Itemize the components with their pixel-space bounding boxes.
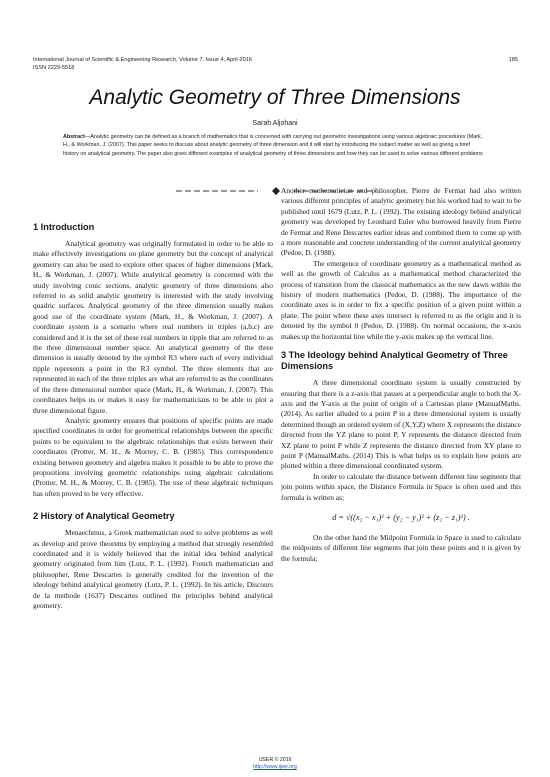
paragraph: Analytic geometry ensures that positions of specific points are made specified coordinates in order for geometrical relationships between the specific points to be equivalent to the algebraic relationships that exists between their coordinates (Protter, M. H., & Morrey, C. B. (1985). This correspondence existing between geometry and algebra makes it possible to be able to prove the propositions involving geometric relationships using algebraic calculations (Protter, M. H., & Morrey, C. B. (1985). The use of these algebraic techniques has often proved to be very effective. (33, 415, 273, 498)
section-heading-ideology: 3 The Ideology behind Analytical Geometry of Three Dimensions (281, 350, 508, 372)
abstract (63, 133, 487, 158)
diamond-icon (272, 187, 280, 195)
issn: ISSN 2229-5518 (33, 65, 75, 71)
paragraph: Analytical geometry was originally formulated in order to be able to make effectively investigations on plane geometry but the concept of analytical geometry can also be used to explore other spaces of higher dimensions (Mark, H., & Workman, J. (2007). While analytical geometry is concerned with the study involving conic sections, analytic geometry of three dimensions also referred to as solid analytic geometry is interested with the study involving quadric surfaces. Analytical geometry of the three dimension usually makes good use of the coordinate system (Mark, H., & Workman, J. (2007). A coordinate system is a scenario where real numbers in triples (a,b,c) are considered and it is the set of these real numbers in tipple that are referred to as the three dimensional number space. An analytical geometry of the three dimension is usually denoted by the symbol R3 where each of every individual tipple represents a point in the R3 symbol. The three elements that are represented in each of the three triples are what are referred to as the coordinates of the three dimensional number space (Mark, H., & Workman, J. (2007). This coordinates helps us or makes it easy for mathematicians to be able to plot a three dimensional figure. (33, 239, 273, 415)
paragraph: On the other hand the Midpoint Formula in Space is used to calculate the midpoints of different line segments that join these points and it is given by the formula; (281, 532, 521, 563)
distance-formula: d = √((x₂ − x₁)² + (y₂ − y₁)² + (z₂ − z₁)²) . (332, 512, 470, 522)
paragraph: Menaechmus, a Greek mathematician used to solve problems as well as develop and prove theorems by employing a method that strongly resembled coordinated and it is widely believed that the initial idea behind analytical geometry originated from him (Lutz, P. L. (1992). French mathematician and philosopher, Rene Descartes is generally credited for the invention of the ideology behind analytical geometry (Lutz, P. L. (1992). In his article, Discours de la methode (1637) Descartes outlined the principles behind analytical geometry. (33, 528, 273, 610)
abstract-label: Abstract (63, 134, 85, 140)
journal-header (33, 56, 518, 72)
paragraph: The emergence of coordinate geometry as a mathematical method as well as the growth of Calculus as a mathematical method characterized the process of transition from the classical mathematics as the new dawn within the history of modern mathematics (Pedoe, D. (1988). The importance of the coordinate axes is in order to fix a specific position of a given point within a plane. The point where these axes intersect is referred to as the origin and it is denoted by the symbol 0 (Pedoe, D. (1988). On normal occasions, the x-axis makes up the horizontal line while the y-axis makes up the vertical line. (281, 258, 521, 341)
section-heading-introduction: 1 Introduction (33, 222, 95, 232)
author-name: Sarah Aljohani (252, 120, 298, 127)
left-column (33, 214, 273, 611)
abstract-text: —Analytic geometry can be defined as a branch of mathematics that is concerned with carrying out geometric investigations using various algebraic procedures (Mark, H., & Workman, J. (2007). This paper seeks to discuss about analytic geometry of three dimension and it will start by introducing the subject matter as well as giving a brief history on analytical geometry. The paper also gives different examples of analytical geometry of three dimensions and how they can be used to solve various different problems (63, 134, 483, 157)
section-heading-history: 2 History of Analytical Geometry (33, 511, 175, 522)
right-column (281, 186, 521, 564)
paper-title: Analytic Geometry of Three Dimensions (89, 86, 461, 109)
page-footer (0, 757, 550, 771)
paragraph: In order to calculate the distance between different line segments that join points within space, the Distance Formula in Space is often used and this formula is written as; (281, 471, 521, 502)
journal-name: International Journal of Scientific & Engineering Research, Volume 7, Issue 4, April-2016 (33, 57, 252, 63)
paragraph: A three dimensional coordinate system is usually constructed by ensuring that there is a z-axis that passes at a perpendicular angle to both the X-axis and the Y-axis at the point of origin of a Cartesian plane (ManualMaths. (2014). As earlier alluded to a point P in a three dimensional system is usually determined though an ordered system of (X,Y,Z) where X represents the distance directed from the YZ plane to point P, Y represents the distance directed from XZ plane to point P while Z represents the distance directed from XY plane to point P (ManualMaths. (2014) This is what helps us to explain how points are plotted within a three dimensional coordinated system. (281, 378, 521, 471)
journal-link[interactable]: http://www.ijser.org (253, 764, 297, 770)
paragraph: Another mathematician and philosopher, Pierre de Fermat had also written various different principles of analytic geometry but his worked had to wait to be published until 1679 (Lutz, P. L. (1992). The existing ideology behind analytical geometry was developed by Leonhard Euler who borrowed heavily from Pierre de Fermat and Rene Descartes earlier ideas and combined them to come up with a more reasonable and concrete understanding of the current analytical geometry (Pedoe, D. (1988). (281, 186, 521, 258)
page-number: 185 (508, 57, 518, 63)
copyright: IJSER © 2016 (258, 757, 292, 763)
